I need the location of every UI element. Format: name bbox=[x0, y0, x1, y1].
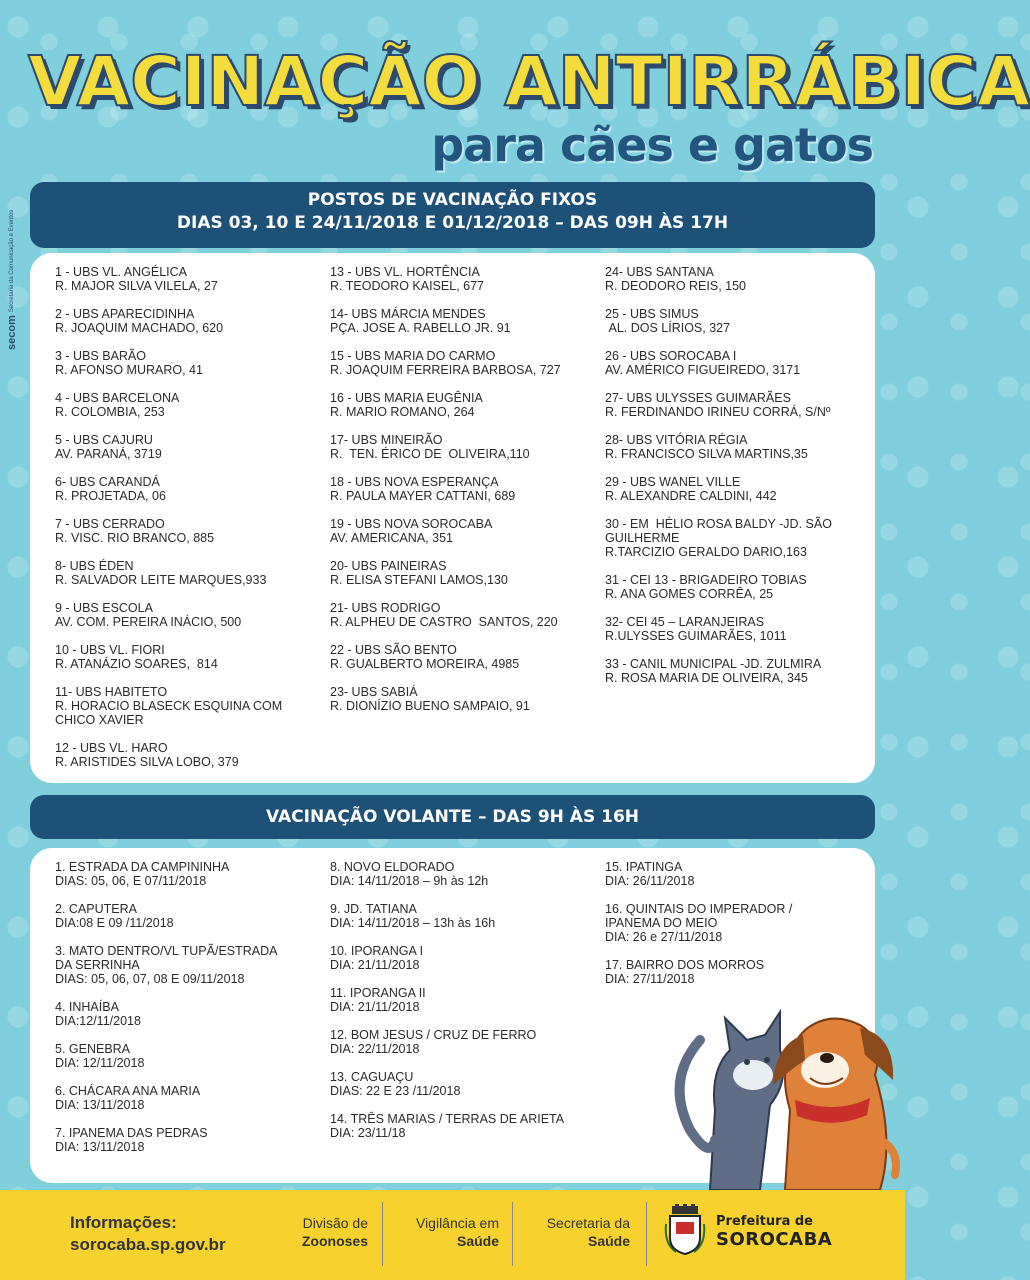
secom-caption: Secretaria da Comunicação e Eventos bbox=[9, 209, 15, 313]
location-name: 12. BOM JESUS / CRUZ DE FERRO bbox=[330, 1028, 537, 1042]
secom-logo bbox=[6, 180, 26, 350]
post-name: 30 - EM HÉLIO ROSA BALDY -JD. SÃO GUILHERME bbox=[605, 517, 832, 545]
post-name: 2 - UBS APARECIDINHA bbox=[55, 307, 195, 321]
post-address: R.TARCIZIO GERALDO DARIO,163 bbox=[605, 545, 807, 559]
prefeitura-logo bbox=[716, 1214, 832, 1250]
post-name: 4 - UBS BARCELONA bbox=[55, 391, 180, 405]
mobile-vaccination-banner: VACINAÇÃO VOLANTE – DAS 9H ÀS 16H bbox=[30, 795, 875, 839]
location-date: DIA:12/11/2018 bbox=[55, 1014, 141, 1028]
post-name: 19 - UBS NOVA SOROCABA bbox=[330, 517, 493, 531]
location-date: DIA: 13/11/2018 bbox=[55, 1140, 145, 1154]
fixed-list-item bbox=[605, 349, 867, 377]
post-name: 28- UBS VITÓRIA RÉGIA bbox=[605, 433, 748, 447]
location-name: 13. CAGUAÇU bbox=[330, 1070, 414, 1084]
prefeitura-top: Prefeitura de bbox=[716, 1214, 813, 1229]
location-date: DIAS: 22 E 23 /11/2018 bbox=[330, 1084, 461, 1098]
fixed-column-1 bbox=[55, 265, 325, 783]
post-name: 33 - CANIL MUNICIPAL -JD. ZULMIRA bbox=[605, 657, 822, 671]
fixed-list-item bbox=[605, 573, 867, 601]
mobile-column-3 bbox=[605, 860, 825, 1000]
fixed-list-item bbox=[330, 391, 600, 419]
post-address: R. DIONÍZIO BUENO SAMPAIO, 91 bbox=[330, 699, 530, 713]
health-surveillance-logo bbox=[392, 1214, 499, 1250]
post-address: R. TEN. ÉRICO DE OLIVEIRA,110 bbox=[330, 447, 530, 461]
fixed-list-item bbox=[55, 559, 325, 587]
post-address: R. AFONSO MURARO, 41 bbox=[55, 363, 203, 377]
post-name: 9 - UBS ESCOLA bbox=[55, 601, 153, 615]
secom-brand: secom bbox=[6, 315, 18, 350]
fixed-list-item bbox=[55, 517, 325, 545]
post-address: R. PROJETADA, 06 bbox=[55, 489, 166, 503]
location-date: DIA: 12/11/2018 bbox=[55, 1056, 145, 1070]
post-address: R.ULYSSES GUIMARÃES, 1011 bbox=[605, 629, 787, 643]
fixed-list-item bbox=[55, 349, 325, 377]
location-name: 3. MATO DENTRO/VL TUPÃ/ESTRADA DA SERRINHA bbox=[55, 944, 278, 972]
secretariat-bottom: Saúde bbox=[587, 1233, 630, 1249]
location-name: 4. INHAÍBA bbox=[55, 1000, 119, 1014]
post-name: 8- UBS ÉDEN bbox=[55, 559, 134, 573]
fixed-posts-dates: DIAS 03, 10 E 24/11/2018 E 01/12/2018 – DAS 09H ÀS 17H bbox=[176, 213, 729, 233]
fixed-list-item bbox=[330, 601, 600, 629]
post-name: 1 - UBS VL. ANGÉLICA bbox=[55, 265, 187, 279]
footer-bar bbox=[0, 1190, 905, 1280]
post-address: R. TEODORO KAISEL, 677 bbox=[330, 279, 484, 293]
fixed-list-item bbox=[605, 391, 867, 419]
location-date: DIA: 22/11/2018 bbox=[330, 1042, 420, 1056]
mobile-list-item bbox=[330, 944, 600, 972]
location-date: DIA: 13/11/2018 bbox=[55, 1098, 145, 1112]
fixed-list-item bbox=[55, 307, 325, 335]
location-name: 1. ESTRADA DA CAMPININHA bbox=[55, 860, 230, 874]
post-name: 32- CEI 45 – LARANJEIRAS bbox=[605, 615, 765, 629]
mobile-list-item bbox=[55, 902, 325, 930]
mobile-list-item bbox=[55, 1126, 325, 1154]
location-name: 5. GENEBRA bbox=[55, 1042, 131, 1056]
fixed-list-item bbox=[605, 615, 867, 643]
post-address: R. GUALBERTO MOREIRA, 4985 bbox=[330, 657, 520, 671]
location-date: DIA: 27/11/2018 bbox=[605, 972, 695, 986]
location-name: 6. CHÁCARA ANA MARIA bbox=[55, 1084, 201, 1098]
surveillance-top: Vigilância em bbox=[415, 1215, 499, 1231]
location-date: DIAS: 05, 06, E 07/11/2018 bbox=[55, 874, 207, 888]
post-address: R. MAJOR SILVA VILELA, 27 bbox=[55, 279, 218, 293]
post-name: 6- UBS CARANDÁ bbox=[55, 475, 160, 489]
post-address: R. SALVADOR LEITE MARQUES,933 bbox=[55, 573, 267, 587]
mobile-list-item bbox=[605, 958, 825, 986]
footer-divider bbox=[646, 1202, 647, 1266]
post-name: 7 - UBS CERRADO bbox=[55, 517, 165, 531]
location-name: 9. JD. TATIANA bbox=[330, 902, 417, 916]
fixed-list-item bbox=[55, 265, 325, 293]
footer-info bbox=[70, 1212, 226, 1256]
location-date: DIA: 14/11/2018 – 13h às 16h bbox=[330, 916, 496, 930]
fixed-list-item bbox=[330, 559, 600, 587]
location-date: DIA: 21/11/2018 bbox=[330, 958, 420, 972]
location-date: DIAS: 05, 06, 07, 08 E 09/11/2018 bbox=[55, 972, 245, 986]
fixed-list-item bbox=[330, 265, 600, 293]
post-address: R. JOAQUIM FERREIRA BARBOSA, 727 bbox=[330, 363, 561, 377]
fixed-list-item bbox=[605, 265, 867, 293]
mobile-list-item bbox=[330, 1028, 600, 1056]
post-name: 14- UBS MÁRCIA MENDES bbox=[330, 307, 486, 321]
zoonoses-top: Divisão de bbox=[302, 1215, 368, 1231]
health-secretariat-logo bbox=[520, 1214, 630, 1250]
post-address: R. COLOMBIA, 253 bbox=[55, 405, 165, 419]
post-name: 16 - UBS MARIA EUGÊNIA bbox=[330, 391, 483, 405]
post-address: AL. DOS LÍRIOS, 327 bbox=[605, 321, 731, 335]
post-address: R. MARIO ROMANO, 264 bbox=[330, 405, 475, 419]
zoonoses-division-logo bbox=[270, 1214, 368, 1250]
fixed-list-item bbox=[55, 433, 325, 461]
location-date: DIA: 26/11/2018 bbox=[605, 874, 695, 888]
post-name: 3 - UBS BARÃO bbox=[55, 349, 146, 363]
fixed-list-item bbox=[330, 643, 600, 671]
post-name: 10 - UBS VL. FIORI bbox=[55, 643, 165, 657]
fixed-list-item bbox=[330, 685, 600, 713]
fixed-list-item bbox=[55, 475, 325, 503]
fixed-list-item bbox=[55, 391, 325, 419]
mobile-list-item bbox=[330, 1112, 600, 1140]
post-name: 25 - UBS SIMUS bbox=[605, 307, 699, 321]
fixed-list-item bbox=[330, 517, 600, 545]
post-address: R. PAULA MAYER CATTANI, 689 bbox=[330, 489, 516, 503]
location-date: DIA: 21/11/2018 bbox=[330, 1000, 420, 1014]
footer-divider bbox=[512, 1202, 513, 1266]
post-name: 18 - UBS NOVA ESPERANÇA bbox=[330, 475, 499, 489]
post-address: AV. COM. PEREIRA INÁCIO, 500 bbox=[55, 615, 242, 629]
fixed-list-item bbox=[330, 349, 600, 377]
location-name: 8. NOVO ELDORADO bbox=[330, 860, 455, 874]
fixed-posts-banner bbox=[30, 182, 875, 248]
fixed-list-item bbox=[330, 433, 600, 461]
mobile-list-item bbox=[55, 1084, 325, 1112]
fixed-list-item bbox=[330, 307, 600, 335]
fixed-list-item bbox=[605, 517, 867, 559]
post-address: R. DEODORO REIS, 150 bbox=[605, 279, 747, 293]
mobile-list-item bbox=[55, 944, 325, 986]
post-address: R. FRANCISCO SILVA MARTINS,35 bbox=[605, 447, 808, 461]
post-name: 12 - UBS VL. HARO bbox=[55, 741, 168, 755]
fixed-list-item bbox=[330, 475, 600, 503]
location-name: 2. CAPUTERA bbox=[55, 902, 137, 916]
post-name: 15 - UBS MARIA DO CARMO bbox=[330, 349, 496, 363]
location-name: 15. IPATINGA bbox=[605, 860, 683, 874]
sorocaba-crest-icon bbox=[664, 1204, 706, 1256]
fixed-list-item bbox=[605, 307, 867, 335]
location-date: DIA: 23/11/18 bbox=[330, 1126, 406, 1140]
fixed-list-item bbox=[605, 657, 867, 685]
post-address: R. VISC. RIO BRANCO, 885 bbox=[55, 531, 215, 545]
post-address: R. HORACIO BLASECK ESQUINA COM CHICO XAVIER bbox=[55, 699, 283, 727]
prefeitura-bottom: SOROCABA bbox=[716, 1229, 833, 1250]
mobile-list-item bbox=[330, 1070, 600, 1098]
fixed-list-item bbox=[605, 433, 867, 461]
post-address: R. FERDINANDO IRINEU CORRÁ, S/Nº bbox=[605, 405, 831, 419]
post-address: AV. AMERICANA, 351 bbox=[330, 531, 453, 545]
post-name: 23- UBS SABIÁ bbox=[330, 685, 418, 699]
location-name: 10. IPORANGA I bbox=[330, 944, 424, 958]
fixed-column-2 bbox=[330, 265, 600, 727]
post-name: 13 - UBS VL. HORTÊNCIA bbox=[330, 265, 480, 279]
mobile-list-item bbox=[55, 860, 325, 888]
zoonoses-bottom: Zoonoses bbox=[301, 1233, 368, 1249]
fixed-posts-panel bbox=[30, 253, 875, 783]
post-name: 24- UBS SANTANA bbox=[605, 265, 714, 279]
info-website-link[interactable]: sorocaba.sp.gov.br bbox=[70, 1235, 226, 1254]
post-address: R. JOAQUIM MACHADO, 620 bbox=[55, 321, 224, 335]
mobile-list-item bbox=[605, 902, 825, 944]
location-name: 16. QUINTAIS DO IMPERADOR / IPANEMA DO MEIO bbox=[605, 902, 793, 930]
mobile-list-item bbox=[330, 986, 600, 1014]
secretariat-top: Secretaria da bbox=[546, 1215, 630, 1231]
post-name: 17- UBS MINEIRÃO bbox=[330, 433, 443, 447]
location-date: DIA: 26 e 27/11/2018 bbox=[605, 930, 723, 944]
fixed-list-item bbox=[55, 601, 325, 629]
post-address: R. ALPHEU DE CASTRO SANTOS, 220 bbox=[330, 615, 558, 629]
mobile-list-item bbox=[55, 1042, 325, 1070]
post-address: R. ATANÁZIO SOARES, 814 bbox=[55, 657, 218, 671]
mobile-column-1 bbox=[55, 860, 325, 1168]
post-name: 20- UBS PAINEIRAS bbox=[330, 559, 447, 573]
mobile-list-item bbox=[330, 902, 600, 930]
mobile-list-item bbox=[55, 1000, 325, 1028]
post-address: R. ROSA MARIA DE OLIVEIRA, 345 bbox=[605, 671, 808, 685]
fixed-posts-heading: POSTOS DE VACINAÇÃO FIXOS bbox=[307, 190, 598, 210]
fixed-list-item bbox=[55, 741, 325, 769]
post-address: R. ANA GOMES CORRÊA, 25 bbox=[605, 587, 774, 601]
post-address: PÇA. JOSE A. RABELLO JR. 91 bbox=[330, 321, 511, 335]
post-name: 22 - UBS SÃO BENTO bbox=[330, 643, 457, 657]
post-address: AV. AMÉRICO FIGUEIREDO, 3171 bbox=[605, 363, 801, 377]
mobile-column-2 bbox=[330, 860, 600, 1154]
location-name: 14. TRÊS MARIAS / TERRAS DE ARIETA bbox=[330, 1112, 565, 1126]
post-address: R. ELISA STEFANI LAMOS,130 bbox=[330, 573, 508, 587]
location-name: 17. BAIRRO DOS MORROS bbox=[605, 958, 765, 972]
poster-subtitle: para cães e gatos bbox=[431, 118, 873, 172]
post-address: R. ARISTIDES SILVA LOBO, 379 bbox=[55, 755, 239, 769]
fixed-list-item bbox=[55, 685, 325, 727]
location-name: 7. IPANEMA DAS PEDRAS bbox=[55, 1126, 208, 1140]
post-name: 21- UBS RODRIGO bbox=[330, 601, 441, 615]
post-name: 5 - UBS CAJURU bbox=[55, 433, 153, 447]
post-name: 11- UBS HABITETO bbox=[55, 685, 168, 699]
poster-title: VACINAÇÃO ANTIRRÁBICA bbox=[28, 42, 1030, 122]
post-name: 29 - UBS WANEL VILLE bbox=[605, 475, 741, 489]
post-name: 26 - UBS SOROCABA I bbox=[605, 349, 737, 363]
surveillance-bottom: Saúde bbox=[456, 1233, 499, 1249]
post-address: AV. PARANÁ, 3719 bbox=[55, 447, 162, 461]
location-date: DIA:08 E 09 /11/2018 bbox=[55, 916, 174, 930]
mobile-list-item bbox=[330, 860, 600, 888]
post-name: 31 - CEI 13 - BRIGADEIRO TOBIAS bbox=[605, 573, 807, 587]
fixed-list-item bbox=[55, 643, 325, 671]
fixed-column-3 bbox=[605, 265, 867, 699]
cat-and-dog-illustration bbox=[655, 990, 900, 1190]
location-name: 11. IPORANGA II bbox=[330, 986, 426, 1000]
fixed-list-item bbox=[605, 475, 867, 503]
footer-divider bbox=[382, 1202, 383, 1266]
mobile-list-item bbox=[605, 860, 825, 888]
location-date: DIA: 14/11/2018 – 9h às 12h bbox=[330, 874, 489, 888]
info-label: Informações: bbox=[70, 1213, 177, 1232]
post-address: R. ALEXANDRE CALDINI, 442 bbox=[605, 489, 777, 503]
post-name: 27- UBS ULYSSES GUIMARÃES bbox=[605, 391, 791, 405]
